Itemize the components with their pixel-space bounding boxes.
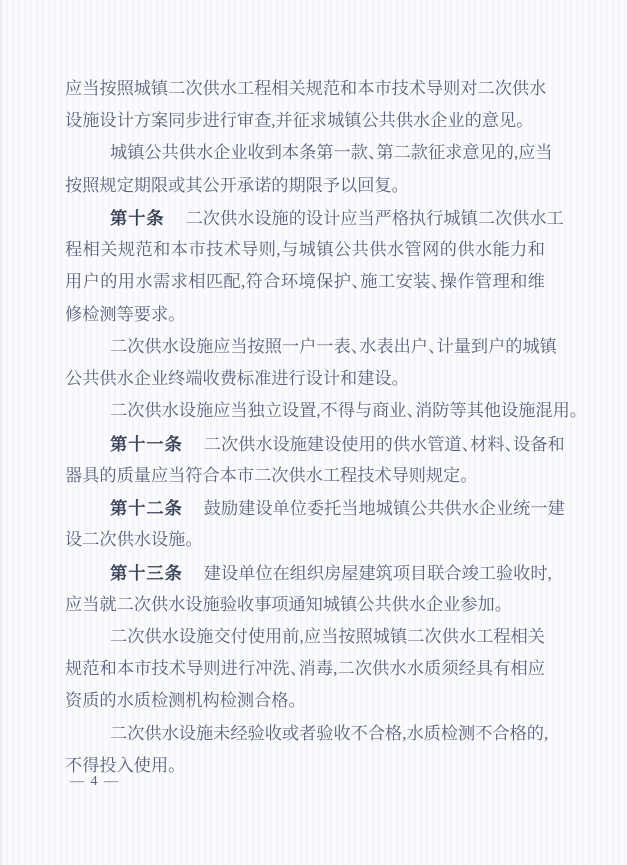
text-line: 应当就二次供水设施验收事项通知城镇公共供水企业参加。 xyxy=(65,594,504,614)
article-number: 第十条 xyxy=(110,207,165,228)
paragraph xyxy=(65,492,565,556)
article-number: 第十三条 xyxy=(110,562,183,583)
paragraph xyxy=(65,557,552,621)
paragraph xyxy=(65,718,549,782)
text-line: 用户的用水需求相匹配,符合环境保护、施工安装、操作管理和维 xyxy=(65,272,545,292)
text-line: 二次供水设施应当按照一户一表、水表出户、计量到户的城镇 xyxy=(110,336,557,356)
document-body xyxy=(65,73,579,782)
text-line: 资质的水质检测机构检测合格。 xyxy=(65,691,298,711)
text-line: 不得投入使用。 xyxy=(65,755,177,775)
text-line: 规范和本市技术导则进行冲洗、消毒,二次供水水质须经具有相应 xyxy=(65,659,545,679)
text-line: 城镇公共供水企业收到本条第一款、第二款征求意见的,应当 xyxy=(110,143,553,163)
article-number: 第十二条 xyxy=(110,498,183,519)
paragraph xyxy=(65,73,545,137)
paragraph xyxy=(65,331,557,395)
article-number: 第十一条 xyxy=(110,433,183,454)
text-line: 二次供水设施未经验收或者验收不合格,水质检测不合格的, xyxy=(110,723,549,743)
text-line: 第十二条 鼓励建设单位委托当地城镇公共供水企业统一建 xyxy=(110,498,565,519)
text-line: 按照规定期限或其公开承诺的期限予以回复。 xyxy=(65,175,401,195)
text-line: 二次供水设施交付使用前,应当按照城镇二次供水工程相关 xyxy=(110,626,545,646)
text-line: 修检测等要求。 xyxy=(65,304,177,324)
paragraph xyxy=(65,395,579,427)
paragraph xyxy=(65,428,565,492)
text-line: 公共供水企业终端收费标准进行设计和建设。 xyxy=(65,369,401,389)
text-line: 程相关规范和本市技术导则,与城镇公共供水管网的供水能力和 xyxy=(65,240,545,260)
text-line: 第十三条 建设单位在组织房屋建筑项目联合竣工验收时, xyxy=(110,562,552,583)
text-line: 设二次供水设施。 xyxy=(65,530,194,550)
text-line: 器具的质量应当符合本市二次供水工程技术导则规定。 xyxy=(65,465,469,485)
text-line: 第十条 二次供水设施的设计应当严格执行城镇二次供水工 xyxy=(110,207,564,228)
text-line: 二次供水设施应当独立设置,不得与商业、消防等其他设施混用。 xyxy=(110,401,579,421)
text-line: 第十一条 二次供水设施建设使用的供水管道、材料、设备和 xyxy=(110,433,565,454)
text-line: 应当按照城镇二次供水工程相关规范和本市技术导则对二次供水 xyxy=(65,79,547,98)
paragraph xyxy=(65,621,545,718)
page-number: — 4 — xyxy=(70,774,120,789)
paragraph xyxy=(65,202,564,331)
text-line: 设施设计方案同步进行审查,并征求城镇公共供水企业的意见。 xyxy=(65,111,525,131)
paragraph xyxy=(65,137,553,201)
